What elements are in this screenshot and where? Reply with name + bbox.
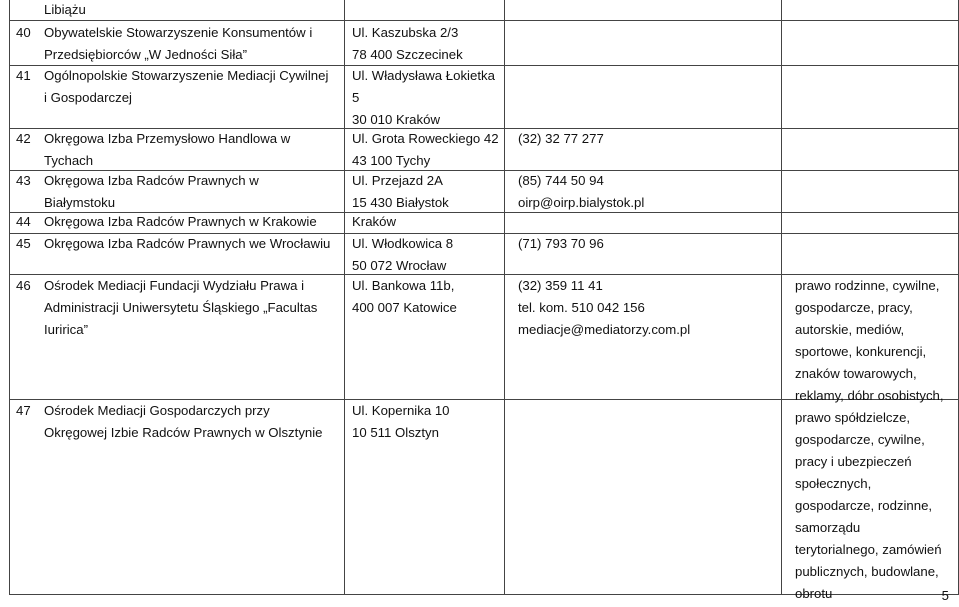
org-contact: (71) 793 70 96 (518, 236, 604, 251)
column-divider (781, 0, 782, 594)
org-name: Okręgowa Izba Radców Prawnych w Białymstoku (44, 173, 259, 210)
row-number: 40 (16, 25, 31, 40)
row-number: 47 (16, 403, 31, 418)
row-number: 43 (16, 173, 31, 188)
row-divider (9, 20, 959, 21)
org-name: Okręgowa Izba Radców Prawnych w Krakowie (44, 214, 317, 229)
mediation-scope: prawo rodzinne, cywilne, gospodarcze, pracy, autorskie, mediów, sportowe, konkurencji, znaków towarowych, reklamy, dóbr osobistych, prawo spółdzielcze, gospodarcze, cywilne, pracy i ubezpieczeń społecznych, gospodarcze, rodzinne, samorządu terytorialnego, zamówień publicznych, budowlane, obrotu (795, 278, 944, 601)
org-name: Ogólnopolskie Stowarzyszenie Mediacji Cywilnej i Gospodarczej (44, 68, 329, 105)
row-number: 44 (16, 214, 31, 229)
org-address: Kraków (352, 214, 396, 229)
org-name: Ośrodek Mediacji Fundacji Wydziału Prawa i Administracji Uniwersytetu Śląskiego „Facultas Iuririca” (44, 278, 318, 337)
page-number: 5 (941, 588, 949, 603)
column-divider (504, 0, 505, 594)
org-name: Obywatelskie Stowarzyszenie Konsumentów i Przedsiębiorców „W Jedności Siła” (44, 25, 313, 62)
org-contact: (32) 32 77 277 (518, 131, 604, 146)
org-name: Libiążu (44, 2, 86, 17)
org-name: Ośrodek Mediacji Gospodarczych przy Okręgowej Izbie Radców Prawnych w Olsztynie (44, 403, 323, 440)
column-divider (9, 0, 10, 594)
org-contact: (32) 359 11 41 tel. kom. 510 042 156 mediacje@mediatorzy.com.pl (518, 278, 691, 337)
org-name: Okręgowa Izba Radców Prawnych we Wrocławiu (44, 236, 331, 251)
org-address: Ul. Kopernika 10 10 511 Olsztyn (352, 403, 450, 440)
row-number: 45 (16, 236, 31, 251)
row-number: 42 (16, 131, 31, 146)
org-address: Ul. Kaszubska 2/3 78 400 Szczecinek (352, 25, 463, 62)
org-address: Ul. Władysława Łokietka 5 30 010 Kraków (352, 68, 495, 127)
row-number: 46 (16, 278, 31, 293)
org-address: Ul. Włodkowica 8 50 072 Wrocław (352, 236, 454, 273)
column-divider (344, 0, 345, 594)
row-number: 41 (16, 68, 31, 83)
org-contact: (85) 744 50 94 oirp@oirp.bialystok.pl (518, 173, 645, 210)
org-address: Ul. Grota Roweckiego 42 43 100 Tychy (352, 131, 499, 168)
org-address: Ul. Przejazd 2A 15 430 Białystok (352, 173, 449, 210)
org-address: Ul. Bankowa 11b, 400 007 Katowice (352, 278, 457, 315)
org-name: Okręgowa Izba Przemysłowo Handlowa w Tychach (44, 131, 291, 168)
